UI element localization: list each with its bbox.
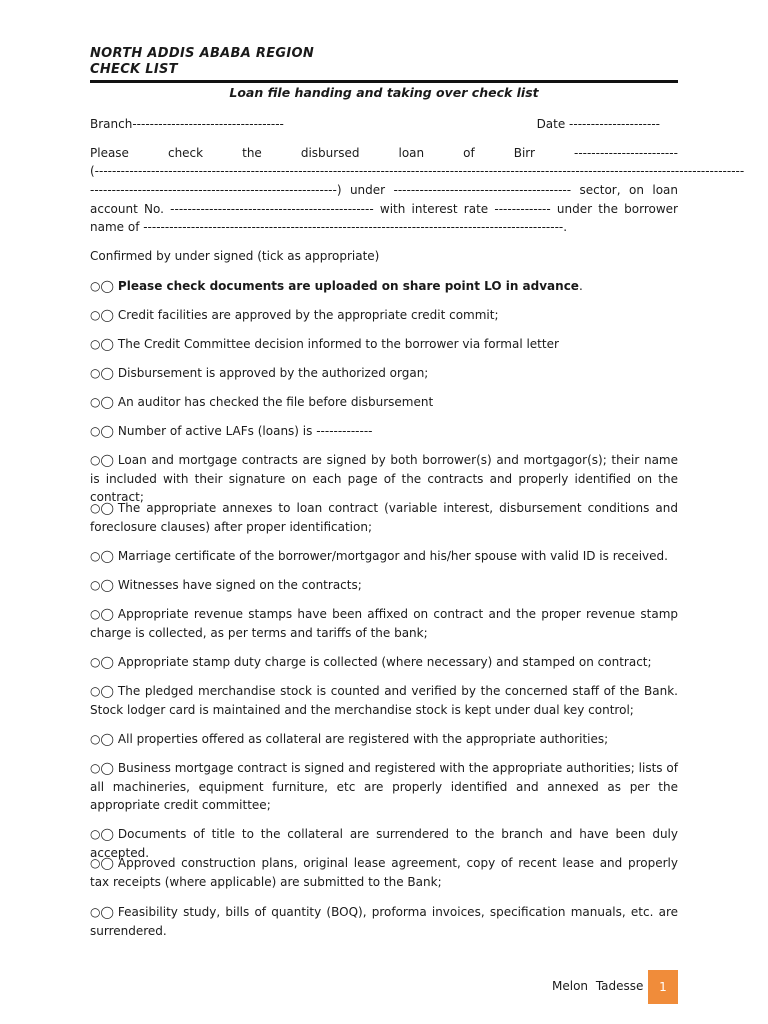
item-text: Witnesses have signed on the contracts; (117, 578, 362, 592)
checklist-item[interactable] (90, 903, 678, 940)
checkbox-icon[interactable]: ○◯ (90, 453, 114, 467)
item-text: The pledged merchandise stock is counted and verified by the concerned staff of the Bank. Stock lodger card is maintained and the merchandise stock is kept under dual key control; (90, 684, 678, 717)
checklist-item[interactable] (90, 653, 678, 672)
item-text: Business mortgage contract is signed and registered with the appropriate authorities; lists of all machineries, equipment furniture, etc are properly identified and annexed as per the appropriate credit committee; (90, 761, 678, 812)
checkbox-icon[interactable]: ○◯ (90, 732, 114, 746)
item-text: Please check documents are uploaded on share point LO in advance (117, 279, 579, 293)
page-title: Loan file handing and taking over check list (229, 85, 539, 100)
item-text: Documents of title to the collateral are surrendered to the branch and have been duly accepted. (90, 827, 678, 860)
header-rule (90, 80, 678, 83)
item-text: Appropriate revenue stamps have been affixed on contract and the proper revenue stamp charge is collected, as per terms and tariffs of the bank; (90, 607, 678, 640)
item-suffix: . (578, 279, 583, 293)
item-text: Credit facilities are approved by the appropriate credit commit; (117, 308, 499, 322)
checkbox-icon[interactable]: ○◯ (90, 279, 114, 293)
item-text: The Credit Committee decision informed to the borrower via formal letter (117, 337, 559, 351)
checkbox-icon[interactable]: ○◯ (90, 308, 114, 322)
footer-author: Melon Tadesse (552, 979, 644, 993)
checkbox-icon[interactable]: ○◯ (90, 905, 114, 919)
intro-word: Birr (513, 146, 535, 160)
checkbox-icon[interactable]: ○◯ (90, 827, 114, 841)
intro-word: ------------------------ (573, 146, 678, 160)
checklist-item[interactable] (90, 393, 678, 412)
item-text: Appropriate stamp duty charge is collected (where necessary) and stamped on contract; (117, 655, 652, 669)
checklist-item[interactable] (90, 605, 678, 642)
region-title: NORTH ADDIS ABABA REGION (90, 46, 315, 61)
checklist-item[interactable] (90, 854, 678, 891)
intro-word: disbursed (300, 146, 360, 160)
checklist-item[interactable] (90, 576, 678, 595)
checklist-item[interactable] (90, 759, 678, 815)
item-text: Marriage certificate of the borrower/mortgagor and his/her spouse with valid ID is received. (117, 549, 668, 563)
checklist-item[interactable] (90, 422, 678, 441)
intro-word: of (463, 146, 475, 160)
checkbox-icon[interactable]: ○◯ (90, 549, 114, 563)
item-text: The appropriate annexes to loan contract (variable interest, disbursement conditions and foreclosure clauses) after proper identification; (90, 501, 678, 534)
item-text: Loan and mortgage contracts are signed by both borrower(s) and mortgagor(s); their name is included with their signature on each page of the contracts and properly identified on the contract; (90, 453, 678, 504)
checklist-item[interactable] (90, 730, 678, 749)
checkbox-icon[interactable]: ○◯ (90, 366, 114, 380)
intro-word: Please (90, 146, 129, 160)
checkbox-icon[interactable]: ○◯ (90, 655, 114, 669)
intro-line-2: (------------------------------------------------------------------------------------------------------------------------------------------------------ (90, 164, 745, 178)
checkbox-icon[interactable]: ○◯ (90, 395, 114, 409)
checkbox-icon[interactable]: ○◯ (90, 424, 114, 438)
checkbox-icon[interactable]: ○◯ (90, 501, 114, 515)
confirm-label: Confirmed by under signed (tick as appropriate) (90, 249, 380, 263)
branch-field: Branch----------------------------------- (90, 117, 284, 131)
item-text: An auditor has checked the file before disbursement (117, 395, 434, 409)
checkbox-icon[interactable]: ○◯ (90, 856, 114, 870)
checklist-item[interactable] (90, 499, 678, 536)
checkbox-icon[interactable]: ○◯ (90, 684, 114, 698)
page-number-badge: 1 (648, 970, 678, 1004)
checklist-item[interactable] (90, 682, 678, 719)
doc-type-title: CHECK LIST (90, 62, 178, 77)
checkbox-icon[interactable]: ○◯ (90, 578, 114, 592)
item-text: All properties offered as collateral are registered with the appropriate authorities; (117, 732, 609, 746)
checkbox-icon[interactable]: ○◯ (90, 607, 114, 621)
checklist-item[interactable] (90, 306, 678, 325)
intro-word: check (167, 146, 204, 160)
branch-date-row (90, 115, 678, 134)
intro-word: loan (398, 146, 425, 160)
checklist-item[interactable] (90, 547, 678, 566)
intro-word: the (242, 146, 262, 160)
intro-line-3: ---------------------------------------------------------) under ----------------------------------------- sector, on loan account No. ----------------------------------------------- with interest rate ------------- under the borrower name of -------------------------------------------------------------------------------------------------. (90, 183, 678, 234)
date-field: Date --------------------- (536, 117, 660, 131)
item-text: Disbursement is approved by the authorized organ; (117, 366, 429, 380)
item-text: Feasibility study, bills of quantity (BOQ), proforma invoices, specification manuals, etc. are surrendered. (90, 905, 678, 938)
item-text: Number of active LAFs (loans) is ------------- (117, 424, 373, 438)
checkbox-icon[interactable]: ○◯ (90, 337, 114, 351)
checklist-item[interactable] (90, 277, 678, 296)
document-header (90, 46, 314, 78)
item-text: Approved construction plans, original lease agreement, copy of recent lease and properly tax receipts (where applicable) are submitted to the Bank; (90, 856, 678, 889)
checklist-item[interactable] (90, 364, 678, 383)
intro-line-1 (90, 144, 678, 163)
checklist-item[interactable] (90, 335, 678, 354)
checkbox-icon[interactable]: ○◯ (90, 761, 114, 775)
